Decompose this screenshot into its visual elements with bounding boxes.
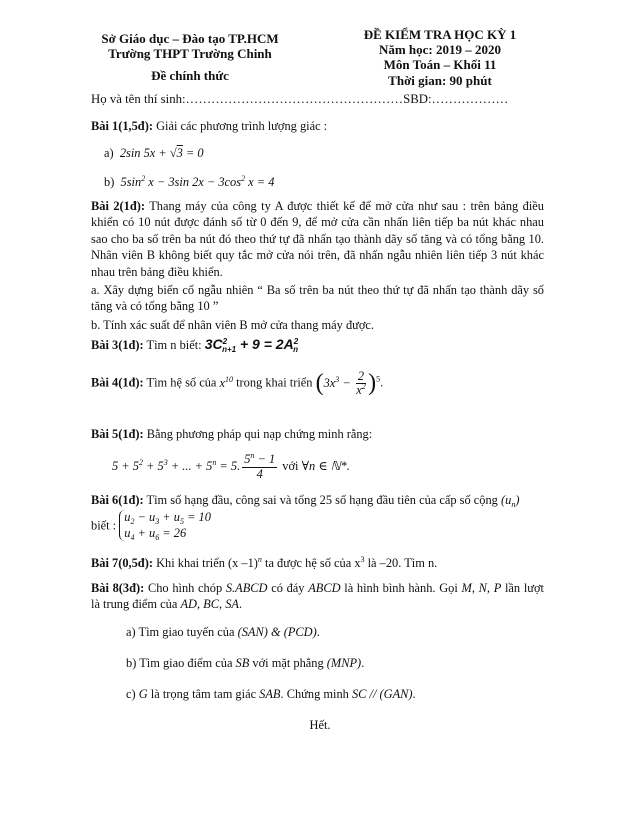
q8-c-text: c) xyxy=(126,687,139,701)
q8-text: Cho hình chóp xyxy=(144,581,226,595)
q8-b-text2: với mặt phẳng xyxy=(249,656,327,670)
q2-text: Thang máy của công ty A được thiết kế để mở cửa như sau : trên bảng điều khiển có 10 nút được đánh số từ 0 đến 9, để mở cửa cần nhấn liên tiếp ba nút khác nhau sao cho ba số trên ba nút đó theo thứ tự đã nhấn tạo thành dãy số tăng và có tổng bằng 10. Nhân viên B không biết quy tắc mở cửa nói trên, đã nhấn ngẫu nhiên liên tiếp 3 nút khác nhau trên bảng điều khiển. xyxy=(91,199,544,279)
q8-b-text: b) Tìm giao điểm của xyxy=(126,656,236,670)
q4-label: Bài 4(1đ): xyxy=(91,375,144,390)
official-label: Đề chính thức xyxy=(151,68,229,83)
q1-text: Giải các phương trình lượng giác : xyxy=(152,119,328,133)
q8-c-text3: . Chứng minh xyxy=(280,687,352,701)
q8-part-c: c) G là trọng tâm tam giác SAB. Chứng minh SC // (GAN). xyxy=(126,687,416,701)
question-6: Bài 6(1đ): Tìm số hạng đầu, công sai và tổng 25 số hạng đầu tiên của cấp số cộng $(u_n)$ xyxy=(91,493,520,509)
q8-c-text2: là trọng tâm tam giác xyxy=(147,687,260,701)
dept-name: Sở Giáo dục – Đào tạo TP.HCM xyxy=(101,31,279,46)
q7-text3: là –20. Tìm n. xyxy=(364,556,438,570)
question-7: Bài 7(0,5đ): Khi khai triển (x –1)$^n$ ta được hệ số của $x^3$ là –20. Tìm n. xyxy=(91,555,438,570)
q2-part-a: a. Xây dựng biến cố ngẫu nhiên “ Ba số trên ba nút theo thứ tự đã nhấn tạo thành dãy số tăng và có tổng bằng 10 ” xyxy=(91,283,544,314)
q1-label: Bài 1(1,5đ): xyxy=(91,119,153,133)
q2-label: Bài 2(1đ): xyxy=(91,199,145,213)
q8-text4: lần lượt là trung điểm của xyxy=(91,581,544,612)
q8-a-text: a) Tìm giao tuyến của xyxy=(126,625,238,639)
q7-text2: ta được hệ số của x xyxy=(261,556,361,570)
q6-label: Bài 6(1đ): xyxy=(91,493,144,507)
exam-time: Thời gian: 90 phút xyxy=(388,73,492,88)
q5-label: Bài 5(1đ): xyxy=(91,427,144,441)
q3-text: Tìm n biết: xyxy=(143,338,205,352)
q7-label: Bài 7(0,5đ): xyxy=(91,556,153,570)
q2-part-b: b. Tính xác suất để nhân viên B mở cửa thang máy được. xyxy=(91,318,374,332)
q8-label: Bài 8(3đ): xyxy=(91,581,145,595)
q5-with: với xyxy=(282,458,299,473)
question-8: Bài 8(3đ): Cho hình chóp S.ABCD có đáy ABCD là hình bình hành. Gọi M, N, P lần lượt là trung điểm của AD, BC, SA. xyxy=(91,581,544,612)
q1-part-b: b) $5\sin^2$ x − 3sin $2x - 3\cos^2$ x = 4 xyxy=(104,174,275,189)
q8-text2: có đáy xyxy=(267,581,309,595)
question-3: Bài 3(1đ): Tìm n biết: $3C^2_{n+1} + 9 = 2A^2_n$ xyxy=(91,336,299,354)
question-4: Bài 4(1đ): Tìm hệ số của $x^{10}$ trong khai triển ($3x^3$ − $\frac{2}{x^2}$ )$^5$. xyxy=(91,368,384,398)
q8-part-b: b) Tìm giao điểm của SB với mặt phẳng (MNP). xyxy=(126,656,365,670)
q1-a-label: a) xyxy=(104,146,114,160)
question-5 xyxy=(91,426,544,442)
q6-text: Tìm số hạng đầu, công sai và tổng 25 số hạng đầu tiên của cấp số cộng xyxy=(143,493,501,507)
q5-text: Bằng phương pháp qui nạp chứng minh rằng: xyxy=(143,427,373,441)
q1-part-a: a) 2sin 5x + √3 = 0 xyxy=(104,146,204,160)
q8-part-a: a) Tìm giao tuyến của (SAN) & (PCD). xyxy=(126,625,320,639)
q5-formula: $5 + 5^2 + 5^3$ + ... + $5^n = 5$. $\frac{5^n - 1}{4}$ với ∀n ∈ ℕ*. xyxy=(112,451,350,481)
q3-label: Bài 3(1đ): xyxy=(91,338,144,352)
q7-text: Khi khai triển (x –1) xyxy=(152,556,258,570)
end-mark: Hết. xyxy=(309,718,331,732)
school-name: Trường THPT Trường Chinh xyxy=(108,46,272,61)
q6-system: biết : $u_2 - u_3 + u_5 = 10$ $u_4 + u_6 = 26$ xyxy=(91,510,211,542)
q1-b-label: b) xyxy=(104,175,115,189)
q4-text2: trong khai triển xyxy=(233,375,316,390)
subject-grade: Môn Toán – Khối 11 xyxy=(383,57,497,72)
question-1 xyxy=(91,118,544,134)
student-info-line: Họ và tên thí sinh:……………………………………………SBD:……………… xyxy=(91,92,509,106)
school-year: Năm học: 2019 – 2020 xyxy=(378,42,502,57)
q6-biet: biết : xyxy=(91,518,117,533)
exam-title: ĐỀ KIỂM TRA HỌC KỲ 1 xyxy=(363,27,517,42)
q8-text3: là hình bình hành. Gọi xyxy=(340,581,462,595)
q4-text: Tìm hệ số của xyxy=(143,375,220,390)
question-2 xyxy=(91,198,544,280)
